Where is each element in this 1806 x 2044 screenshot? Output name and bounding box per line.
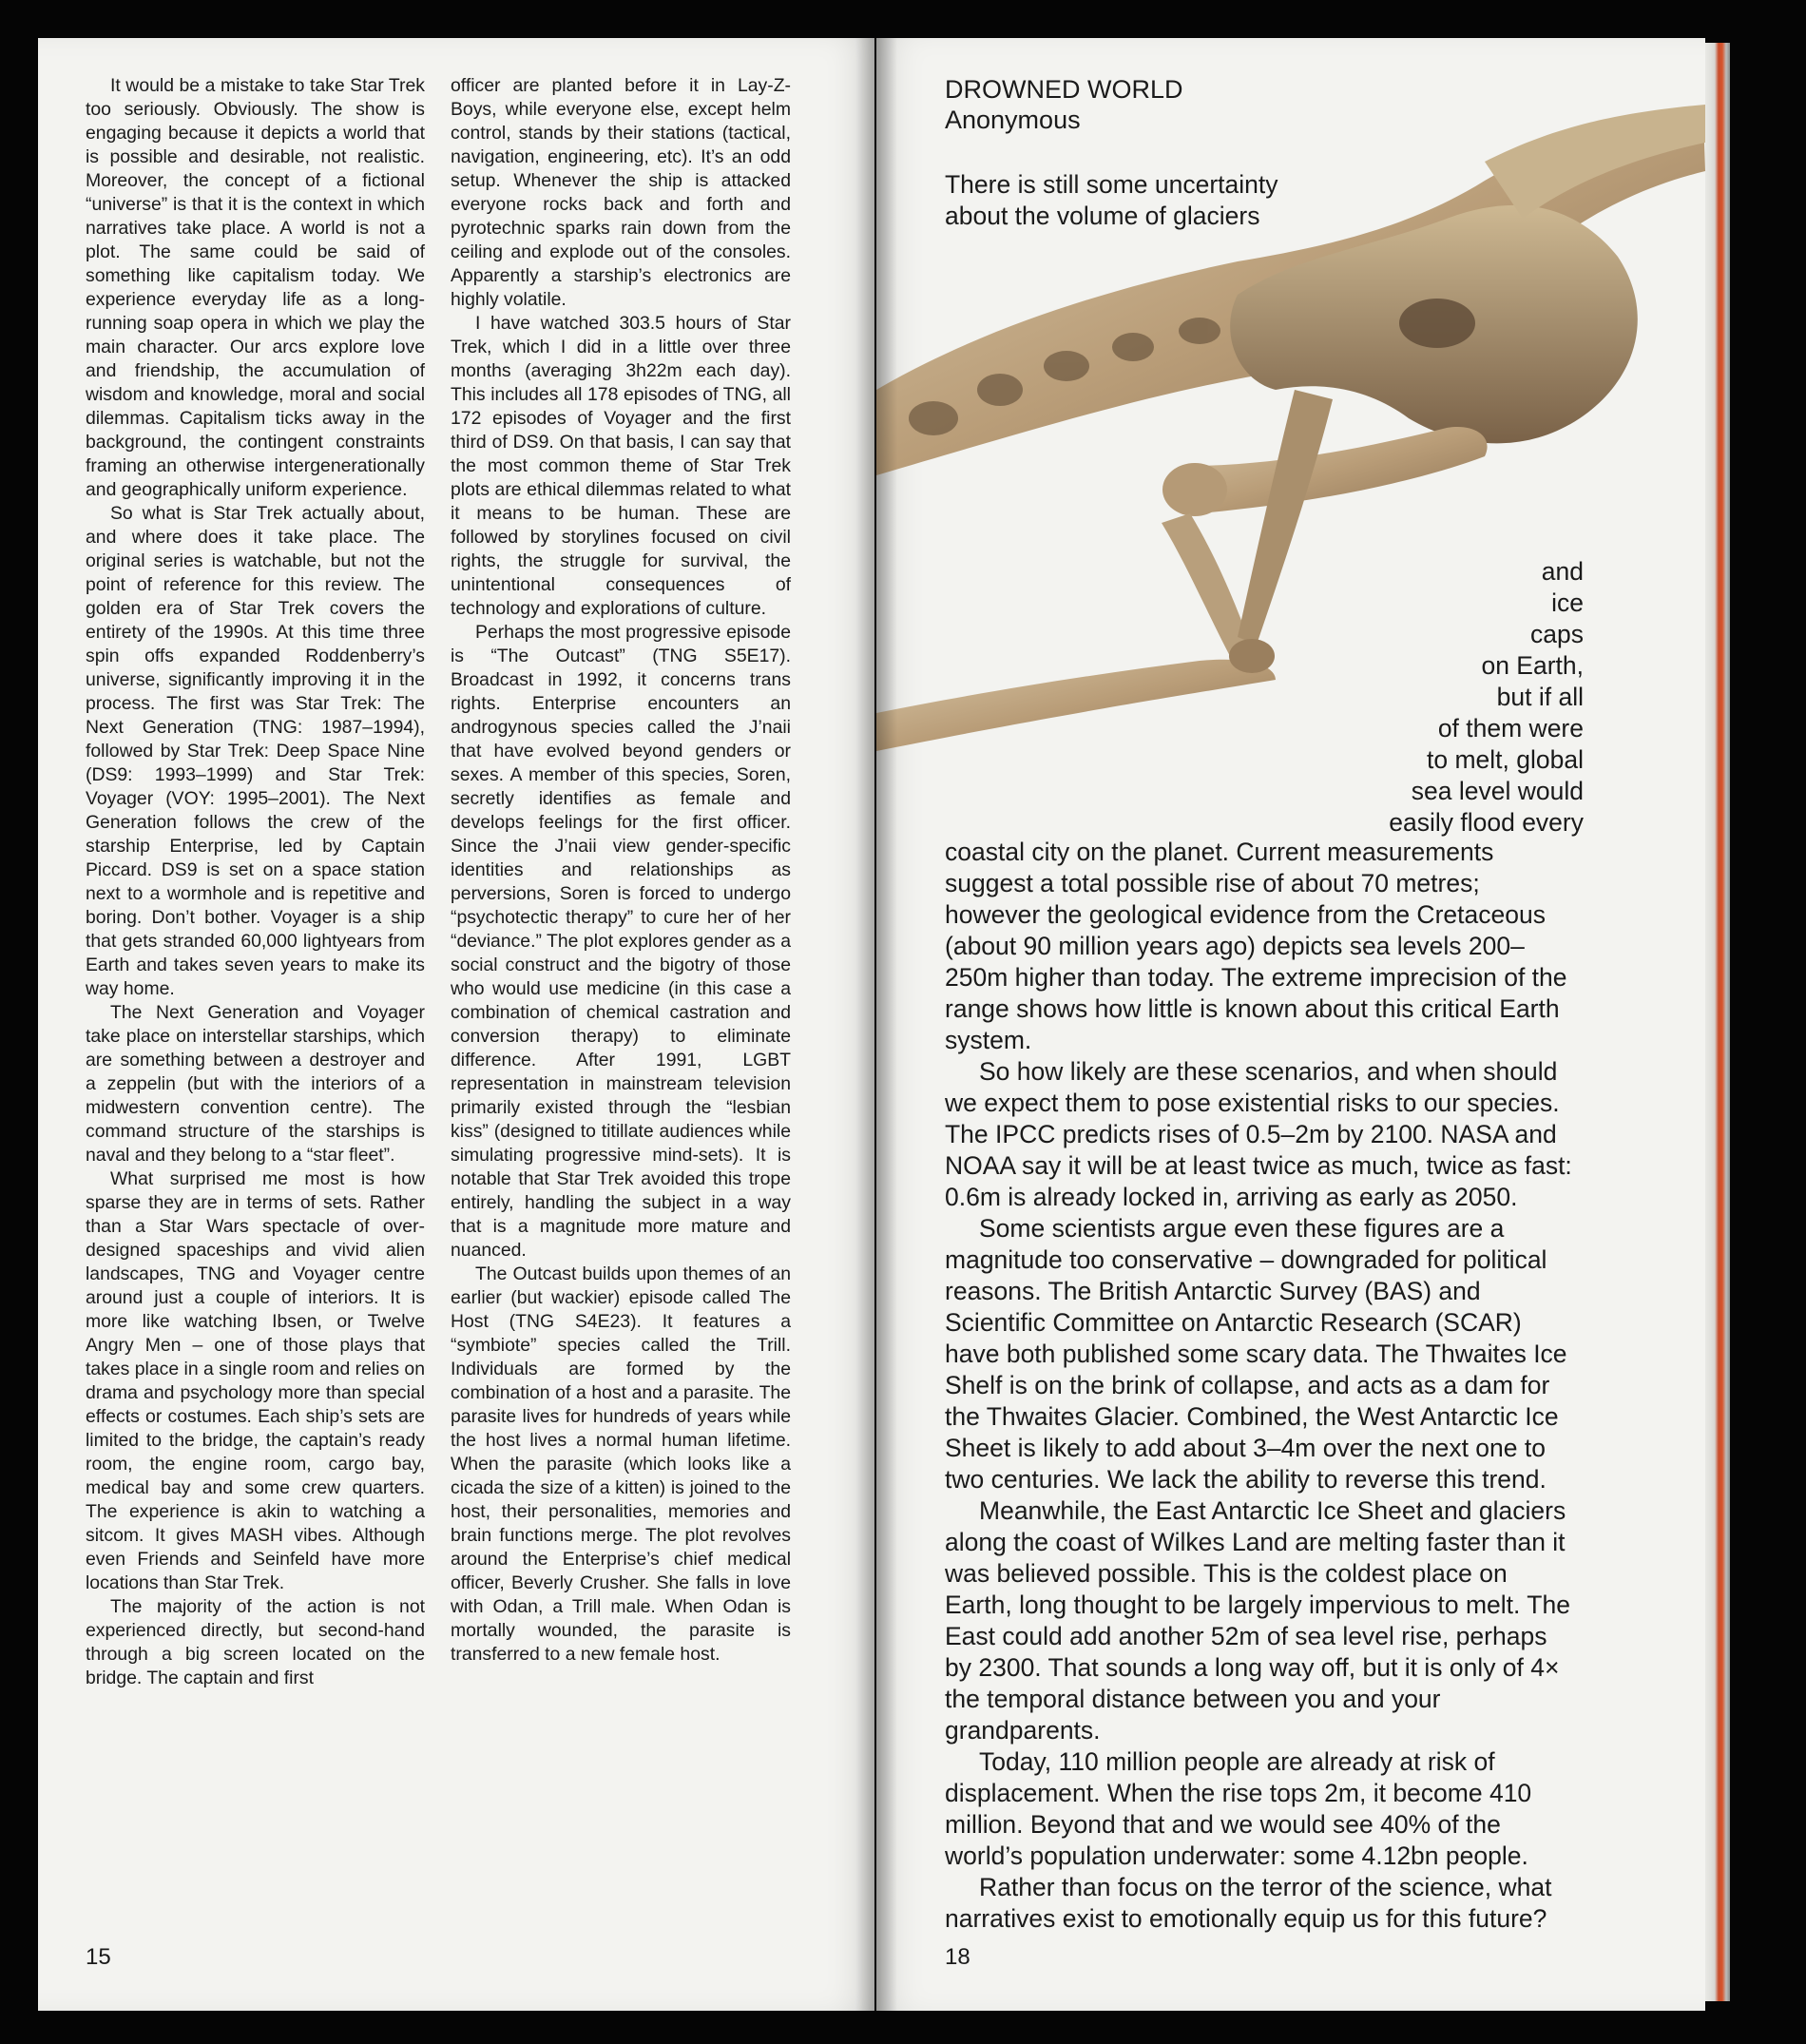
paragraph: It would be a mistake to take Star Trek too seriously. Obviously. The show is engaging because it depicts a world that is possible and desirable, not realistic. Moreover, the concept of a fictional “universe” is that it is the context in which narratives take place. A world is not a plot. The same could be said of something like capitalism today. We experience everyday life as a long-running soap opera in which we play the main character. Our arcs explore love and friendship, the accumulation of wisdom and knowledge, moral and social dilemmas. Capitalism ticks away in the background, the contingent constraints framing an otherwise intergenerationally and geographically uniform experience. [86,75,425,500]
paragraph: The majority of the action is not experienced directly, but second-hand through a big screen located on the bridge. The captain and first [86,1596,425,1688]
paragraph: Rather than focus on the terror of the science, what narratives exist to emotionally equip us for this future? [945,1873,1552,1933]
paragraph: So how likely are these scenarios, and when should we expect them to pose existential risks to our species. The IPCC predicts rises of 0.5–2m by 2100. NASA and NOAA say it will be at least twice as much, twice as fast: 0.6m is already locked in, arriving as early as 2050. [945,1057,1572,1211]
left-column-a [86,74,425,1690]
article-title: DROWNED WORLD [945,75,1183,104]
paragraph: Today, 110 million people are already at risk of displacement. When the rise tops 2m, it become 410 million. Beyond that and we would see 40% of the world’s population underwater: some 4.12bn people. [945,1747,1532,1870]
paragraph: Perhaps the most progressive episode is “The Outcast” (TNG S5E17). Broadcast in 1992, it concerns trans rights. Enterprise encounters an androgynous species called the J’naii that have evolved beyond genders or sexes. A member of this species, Soren, secretly identifies as female and develops feelings for the first officer. Since the J’naii view gender-specific identities and relationships as perversions, Soren is forced to undergo “psychotectic therapy” to cure her of her “deviance.” The plot explores gender as a social construct and the bigotry of those who would use medicine (in this case a combination of chemical castration and conversion therapy) to eliminate difference. After 1991, LGBT representation in mainstream television primarily existed through the “lesbian kiss” (designed to titillate audiences while simulating progressive mind-sets). It is notable that Star Trek avoided this trope entirely, handling the subject in a way that is a magnitude more mature and nuanced. [451,622,791,1261]
paragraph: The Outcast builds upon themes of an earlier (but wackier) episode called The Host (TNG S4E23). It features a “symbiote” species called the Trill. Individuals are formed by the combination of a host and a parasite. The parasite lives for hundreds of years while the host lives a normal human lifetime. When the parasite (which looks like a cicada the size of a kitten) is joined to the host, their personalities, memories and brain functions merge. The plot revolves around the Enterprise’s chief medical officer, Beverly Crusher. She falls in love with Odan, a Trill male. When Odan is mortally wounded, the parasite is transferred to a new female host. [451,1263,791,1665]
paragraph: So what is Star Trek actually about, and where does it take place. The original series is watchable, but not the point of reference for this review. The golden era of Star Trek covers the entirety of the 1990s. At this time three spin offs expanded Roddenberry’s universe, significantly improving it in the process. The first was Star Trek: The Next Generation (TNG: 1987–1994), followed by Star Trek: Deep Space Nine (DS9: 1993–1999) and Star Trek: Voyager (VOY: 1995–2001). The Next Generation follows the crew of the starship Enterprise, led by Captain Piccard. DS9 is set on a space station next to a wormhole and is repetitive and boring. Don’t bother. Voyager is a ship that gets stranded 60,000 lightyears from Earth and takes seven years to make its way home. [86,503,425,999]
wrap-line: but if all [1496,683,1584,711]
article-author: Anonymous [945,106,1081,134]
paragraph: Meanwhile, the East Antarctic Ice Sheet and glaciers along the coast of Wilkes Land are melting faster than it was believed possible. This is the coldest place on Earth, long thought to be largely impervious to melt. The East could add another 52m of sea level rise, perhaps by 2300. That sounds a long way off, but it is only of 4× the temporal distance between you and your grandparents. [945,1496,1570,1745]
paragraph: The Next Generation and Voyager take place on interstellar starships, which are something between a destroyer and a zeppelin (but with the interiors of a midwestern convention centre). The command structure of the starships is naval and they belong to a “star fleet”. [86,1002,425,1166]
paragraph: Some scientists argue even these figures are a magnitude too conservative – downgraded for political reasons. The British Antarctic Survey (BAS) and Scientific Committee on Antarctic Research (SCAR) have both published some scary data. The Thwaites Ice Shelf is on the brink of collapse, and acts as a dam for the Thwaites Glacier. Combined, the West Antarctic Ice Sheet is likely to add about 3–4m over the next one to two centuries. We lack the ability to reverse this trend. [945,1214,1567,1494]
article-heading [945,74,1183,135]
wrap-line: ice [1551,588,1584,617]
wrap-line: to melt, global [1427,745,1584,774]
paragraph: coastal city on the planet. Current measurements suggest a total possible rise of about 70 metres; however the geological evidence from the Cretaceous (about 90 million years ago) depicts sea levels 200–250m higher than today. The extreme imprecision of the range shows how little is known about this critical Earth system. [945,838,1567,1054]
page-number: 18 [945,1944,970,1970]
left-column-b [451,74,791,1667]
wrap-line: and [1541,557,1584,586]
wrap-line: sea level would [1411,777,1584,805]
paragraph: officer are planted before it in Lay-Z-Boys, while everyone else, except helm control, stands by their stations (tactical, navigation, engineering, etc). It’s an odd setup. Whenever the ship is attacked everyone rocks back and forth and pyrotechnic sparks rain down from the ceiling and explode out of the consoles. Apparently a starship’s electronics are highly volatile. [451,75,791,310]
left-page [38,38,874,2011]
page-edges [1705,43,1730,2001]
wrap-line: easily flood every [1389,808,1584,837]
wrap-line: on Earth, [1481,651,1584,680]
right-page [876,38,1705,2011]
paragraph: What surprised me most is how sparse they are in terms of sets. Rather than a Star Wars spectacle of over-designed spaceships and vivid alien landscapes, TNG and Voyager centre around just a couple of interiors. It is more like watching Ibsen, or Twelve Angry Men – one of those plays that takes place in a single room and relies on drama and psychology more than special effects or costumes. Each ship’s sets are limited to the bridge, the captain’s ready room, the engine room, cargo bay, medical bay and some crew quarters. The experience is akin to watching a sitcom. It gives MASH vibes. Although even Friends and Seinfeld have more locations than Star Trek. [86,1168,425,1593]
wrap-line: of them were [1437,714,1584,742]
page-number: 15 [86,1944,111,1970]
paragraph: I have watched 303.5 hours of Star Trek, which I did in a little over three months (averaging 3h22m each day). This includes all 178 episodes of TNG, all 172 episodes of Voyager and the first third of DS9. On that basis, I can say that the most common theme of Star Trek plots are ethical dilemmas related to what it means to be human. These are followed by storylines focused on civil rights, the struggle for survival, the unintentional consequences of technology and explorations of culture. [451,313,791,619]
intro-text: There is still some uncertainty about the volume of glaciers [945,170,1278,230]
article-body [945,837,1580,1935]
wrap-line: caps [1530,620,1584,648]
